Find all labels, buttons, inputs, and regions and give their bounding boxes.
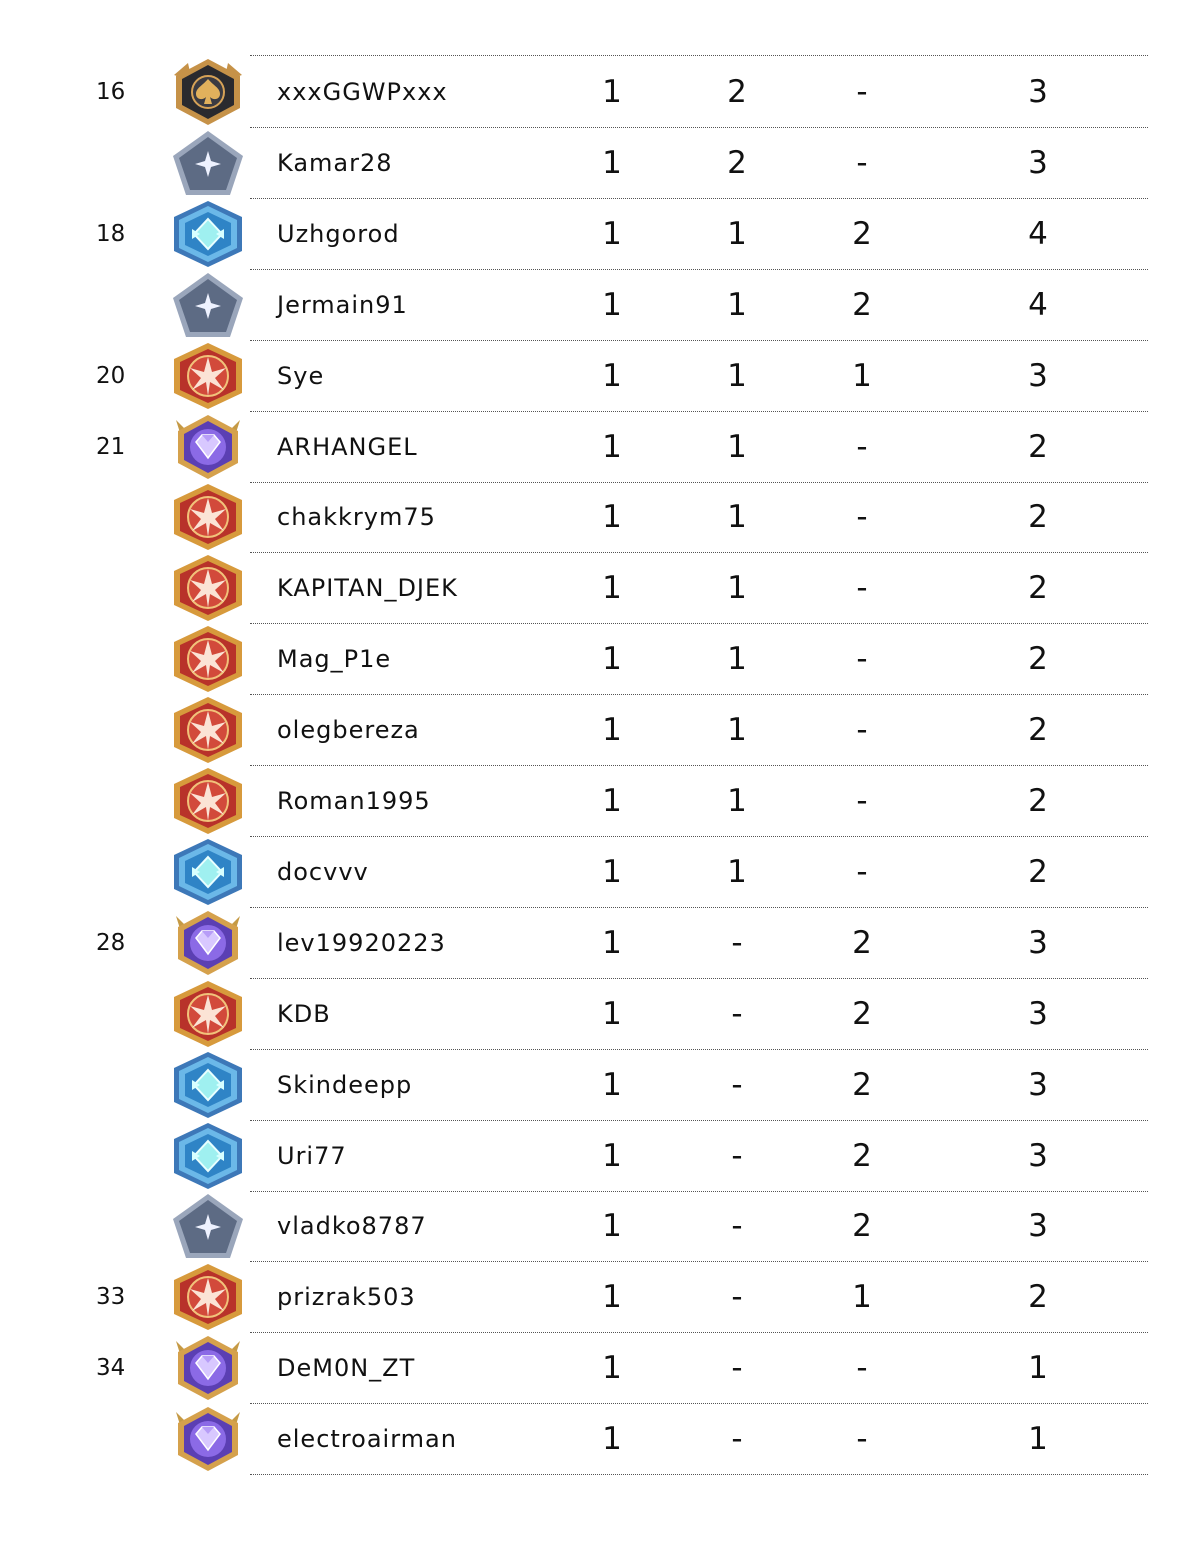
table-row bbox=[0, 57, 1200, 128]
rank-number: 18 bbox=[96, 220, 126, 247]
col-3-value: 1 bbox=[852, 357, 872, 394]
total-value: 3 bbox=[1028, 995, 1048, 1032]
col-1-value: 1 bbox=[602, 144, 622, 181]
col-3-value: - bbox=[856, 853, 868, 890]
col-2-value: 1 bbox=[727, 853, 747, 890]
table-row bbox=[0, 1404, 1200, 1475]
rank-number: 16 bbox=[96, 79, 126, 105]
total-value: 1 bbox=[1028, 1350, 1048, 1387]
table-row bbox=[0, 695, 1200, 766]
purple-diamond-icon bbox=[168, 412, 248, 482]
table-row bbox=[0, 1262, 1200, 1333]
blue-crystal-icon bbox=[168, 1050, 248, 1120]
red-star-icon bbox=[168, 766, 248, 836]
table-row bbox=[0, 1333, 1200, 1404]
col-1-value: 1 bbox=[602, 428, 622, 465]
total-value: 3 bbox=[1028, 924, 1048, 961]
table-row bbox=[0, 553, 1200, 624]
col-3-value: - bbox=[856, 499, 868, 536]
col-2-value: 1 bbox=[727, 641, 747, 678]
silver-star-icon bbox=[168, 1191, 248, 1261]
player-name: prizrak503 bbox=[277, 1283, 416, 1312]
table-row bbox=[0, 270, 1200, 341]
col-3-value: - bbox=[856, 570, 868, 607]
total-value: 2 bbox=[1028, 853, 1048, 890]
col-1-value: 1 bbox=[602, 1350, 622, 1387]
rank-number: 28 bbox=[96, 929, 126, 956]
col-3-value: 2 bbox=[852, 1208, 872, 1245]
col-1-value: 1 bbox=[602, 1421, 622, 1458]
col-2-value: - bbox=[731, 1137, 743, 1174]
silver-star-icon bbox=[168, 128, 248, 198]
col-3-value: 2 bbox=[852, 924, 872, 961]
player-name: Uzhgorod bbox=[277, 219, 400, 248]
col-3-value: 2 bbox=[852, 215, 872, 252]
table-row bbox=[0, 624, 1200, 695]
table-row bbox=[0, 979, 1200, 1050]
col-1-value: 1 bbox=[602, 1066, 622, 1103]
col-3-value: - bbox=[856, 1350, 868, 1387]
col-2-value: 2 bbox=[727, 144, 747, 181]
col-2-value: 1 bbox=[727, 286, 747, 323]
col-2-value: - bbox=[731, 1350, 743, 1387]
player-name: Mag_P1e bbox=[277, 645, 392, 674]
rank-number: 34 bbox=[96, 1355, 126, 1382]
col-2-value: - bbox=[731, 924, 743, 961]
col-3-value: 2 bbox=[852, 286, 872, 323]
col-2-value: 1 bbox=[727, 570, 747, 607]
col-1-value: 1 bbox=[602, 499, 622, 536]
player-name: Kamar28 bbox=[277, 148, 393, 177]
red-star-icon bbox=[168, 482, 248, 552]
col-3-value: - bbox=[856, 74, 868, 110]
col-2-value: 1 bbox=[727, 712, 747, 749]
col-1-value: 1 bbox=[602, 924, 622, 961]
col-2-value: 1 bbox=[727, 783, 747, 819]
purple-diamond-icon bbox=[168, 1404, 248, 1474]
table-row bbox=[0, 1050, 1200, 1121]
table-row bbox=[0, 766, 1200, 837]
total-value: 3 bbox=[1028, 74, 1048, 110]
red-star-icon bbox=[168, 979, 248, 1049]
col-1-value: 1 bbox=[602, 1208, 622, 1245]
col-2-value: - bbox=[731, 1421, 743, 1458]
col-2-value: - bbox=[731, 1279, 743, 1316]
blue-crystal-icon bbox=[168, 1121, 248, 1191]
col-1-value: 1 bbox=[602, 357, 622, 394]
col-1-value: 1 bbox=[602, 783, 622, 819]
col-3-value: - bbox=[856, 783, 868, 819]
player-name: chakkrym75 bbox=[277, 503, 436, 532]
col-3-value: 2 bbox=[852, 995, 872, 1032]
total-value: 2 bbox=[1028, 499, 1048, 536]
purple-diamond-icon bbox=[168, 908, 248, 978]
col-1-value: 1 bbox=[602, 74, 622, 110]
col-1-value: 1 bbox=[602, 995, 622, 1032]
player-name: DeM0N_ZT bbox=[277, 1354, 416, 1383]
player-name: Roman1995 bbox=[277, 787, 431, 815]
total-value: 1 bbox=[1028, 1421, 1048, 1458]
total-value: 3 bbox=[1028, 1208, 1048, 1245]
col-2-value: 1 bbox=[727, 215, 747, 252]
col-3-value: 2 bbox=[852, 1137, 872, 1174]
col-2-value: - bbox=[731, 995, 743, 1032]
table-row bbox=[0, 128, 1200, 199]
col-1-value: 1 bbox=[602, 286, 622, 323]
player-name: Skindeepp bbox=[277, 1070, 413, 1099]
rank-number: 20 bbox=[96, 362, 126, 389]
player-name: KDB bbox=[277, 999, 331, 1028]
rank-number: 33 bbox=[96, 1284, 126, 1311]
player-name: Uri77 bbox=[277, 1141, 347, 1170]
red-star-icon bbox=[168, 624, 248, 694]
table-row bbox=[0, 341, 1200, 412]
col-1-value: 1 bbox=[602, 712, 622, 749]
col-3-value: 2 bbox=[852, 1066, 872, 1103]
col-1-value: 1 bbox=[602, 641, 622, 678]
total-value: 4 bbox=[1028, 215, 1048, 252]
col-3-value: - bbox=[856, 641, 868, 678]
player-name: KAPITAN_DJEK bbox=[277, 574, 458, 603]
col-1-value: 1 bbox=[602, 1137, 622, 1174]
player-name: xxxGGWPxxx bbox=[277, 78, 448, 106]
col-1-value: 1 bbox=[602, 1279, 622, 1316]
table-row bbox=[0, 482, 1200, 553]
total-value: 2 bbox=[1028, 641, 1048, 678]
total-value: 3 bbox=[1028, 1066, 1048, 1103]
red-star-icon bbox=[168, 1262, 248, 1332]
red-star-icon bbox=[168, 695, 248, 765]
player-name: docvvv bbox=[277, 857, 369, 886]
table-row bbox=[0, 199, 1200, 270]
col-1-value: 1 bbox=[602, 570, 622, 607]
total-value: 3 bbox=[1028, 144, 1048, 181]
col-2-value: 1 bbox=[727, 499, 747, 536]
col-3-value: - bbox=[856, 144, 868, 181]
master-spade-icon bbox=[168, 57, 248, 127]
col-3-value: - bbox=[856, 1421, 868, 1458]
player-name: electroairman bbox=[277, 1425, 457, 1454]
table-row bbox=[0, 908, 1200, 979]
col-1-value: 1 bbox=[602, 853, 622, 890]
col-2-value: - bbox=[731, 1208, 743, 1245]
player-name: Jermain91 bbox=[277, 290, 408, 319]
col-2-value: - bbox=[731, 1066, 743, 1103]
total-value: 2 bbox=[1028, 570, 1048, 607]
col-1-value: 1 bbox=[602, 215, 622, 252]
player-name: Sye bbox=[277, 361, 325, 390]
total-value: 2 bbox=[1028, 783, 1048, 819]
total-value: 2 bbox=[1028, 712, 1048, 749]
table-row bbox=[0, 1191, 1200, 1262]
player-name: lev19920223 bbox=[277, 928, 446, 957]
player-name: olegbereza bbox=[277, 716, 420, 745]
purple-diamond-icon bbox=[168, 1333, 248, 1403]
col-2-value: 1 bbox=[727, 428, 747, 465]
table-row bbox=[0, 837, 1200, 908]
player-name: vladko8787 bbox=[277, 1212, 427, 1241]
total-value: 2 bbox=[1028, 428, 1048, 465]
table-row bbox=[0, 412, 1200, 483]
red-star-icon bbox=[168, 341, 248, 411]
col-3-value: - bbox=[856, 428, 868, 465]
blue-crystal-icon bbox=[168, 837, 248, 907]
rank-number: 21 bbox=[96, 433, 126, 460]
silver-star-icon bbox=[168, 270, 248, 340]
blue-crystal-icon bbox=[168, 199, 248, 269]
col-3-value: - bbox=[856, 712, 868, 749]
col-3-value: 1 bbox=[852, 1279, 872, 1316]
total-value: 3 bbox=[1028, 357, 1048, 394]
total-value: 2 bbox=[1028, 1279, 1048, 1316]
col-2-value: 1 bbox=[727, 357, 747, 394]
red-star-icon bbox=[168, 553, 248, 623]
total-value: 4 bbox=[1028, 286, 1048, 323]
table-row bbox=[0, 1121, 1200, 1192]
player-name: ARHANGEL bbox=[277, 432, 418, 461]
col-2-value: 2 bbox=[727, 74, 747, 110]
total-value: 3 bbox=[1028, 1137, 1048, 1174]
top-divider bbox=[250, 55, 1148, 56]
